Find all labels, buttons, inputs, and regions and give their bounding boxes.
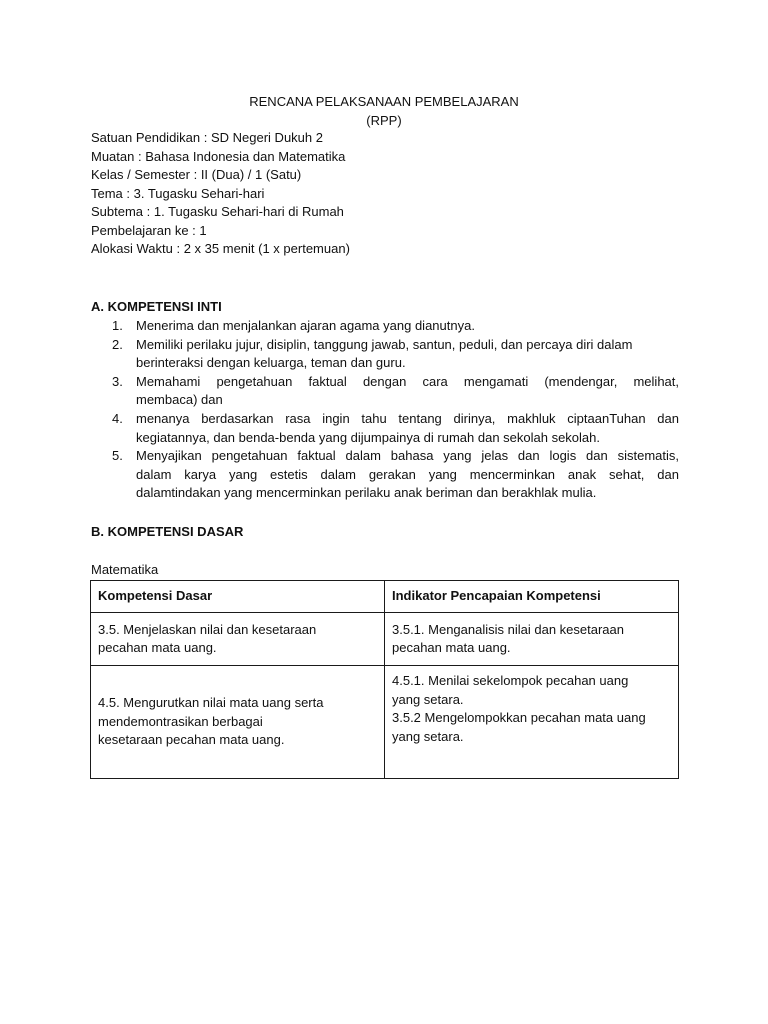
- cell-text: 4.5. Mengurutkan nilai mata uang serta: [98, 695, 324, 711]
- list-item: [91, 373, 679, 410]
- list-item-text: Menyajikan pengetahuan faktual dalam bahasa yang jelas dan logis dan sistematis,: [136, 448, 679, 464]
- list-item-text: membaca) dan: [136, 392, 223, 408]
- list-item-number: 5.: [112, 448, 123, 464]
- subject-label: Matematika: [91, 562, 159, 577]
- column-header: Kompetensi Dasar: [91, 581, 385, 613]
- core-competency-list: [91, 317, 679, 503]
- cell-text: pecahan mata uang.: [98, 640, 217, 655]
- table-row: [91, 666, 679, 779]
- cell-text: yang setara.: [392, 691, 464, 707]
- table-cell: [91, 613, 385, 666]
- meta-time-allocation: Alokasi Waktu : 2 x 35 menit (1 x pertemuan): [91, 241, 350, 256]
- list-item-number: 1.: [112, 318, 123, 333]
- table-cell: [385, 666, 679, 779]
- list-item: [91, 410, 679, 447]
- identity-block: [91, 129, 681, 259]
- list-item: [91, 317, 679, 336]
- list-item-text: dalamtindakan yang mencerminkan perilaku anak beriman dan berakhlak mulia.: [136, 485, 597, 501]
- meta-school: Satuan Pendidikan : SD Negeri Dukuh 2: [91, 130, 323, 145]
- cell-text: mendemontrasikan berbagai: [98, 713, 263, 729]
- meta-theme: Tema : 3. Tugasku Sehari-hari: [91, 185, 265, 201]
- section-b-heading: B. KOMPETENSI DASAR: [91, 524, 244, 539]
- document-subtitle: (RPP): [366, 113, 402, 128]
- cell-text: kesetaraan pecahan mata uang.: [98, 732, 285, 748]
- meta-subject: Muatan : Bahasa Indonesia dan Matematika: [91, 148, 346, 164]
- cell-text: 3.5.1. Menganalisis nilai dan kesetaraan: [392, 621, 624, 637]
- list-item-text: berinteraksi dengan keluarga, teman dan guru.: [136, 355, 406, 371]
- table-row: [91, 613, 679, 666]
- meta-subtheme: Subtema : 1. Tugasku Sehari-hari di Rumah: [91, 204, 344, 219]
- table-header-row: [91, 581, 679, 613]
- list-item: [91, 336, 679, 373]
- list-item-text: kegiatannya, dan benda-benda yang dijumpainya di rumah dan sekolah sekolah.: [136, 429, 600, 445]
- competency-table: [90, 580, 679, 779]
- list-item: [91, 447, 679, 503]
- list-item-number: 2.: [112, 336, 123, 352]
- column-header: Indikator Pencapaian Kompetensi: [385, 581, 679, 613]
- meta-class-semester: Kelas / Semester : II (Dua) / 1 (Satu): [91, 167, 302, 182]
- list-item-text: Memiliki perilaku jujur, disiplin, tanggung jawab, santun, peduli, dan percaya diri dalam: [136, 336, 633, 352]
- list-item-text: menanya berdasarkan rasa ingin tahu tentang dirinya, makhluk ciptaanTuhan dan: [136, 410, 679, 426]
- cell-text: yang setara.: [392, 728, 464, 744]
- list-item-text: Memahami pengetahuan faktual dengan cara mengamati (mendengar, melihat,: [136, 373, 679, 389]
- document-title: RENCANA PELAKSANAAN PEMBELAJARAN: [249, 94, 519, 109]
- list-item-text: Menerima dan menjalankan ajaran agama yang dianutnya.: [136, 318, 475, 333]
- list-item-number: 4.: [112, 410, 123, 426]
- list-item-number: 3.: [112, 373, 123, 389]
- cell-text: pecahan mata uang.: [392, 640, 511, 655]
- table-cell: [385, 613, 679, 666]
- meta-lesson: Pembelajaran ke : 1: [91, 222, 207, 238]
- list-item-text: dalam karya yang estetis dalam gerakan yang mencerminkan anak sehat, dan: [136, 466, 679, 482]
- cell-text: 3.5. Menjelaskan nilai dan kesetaraan: [98, 621, 317, 637]
- cell-text: 4.5.1. Menilai sekelompok pecahan uang: [392, 673, 629, 688]
- cell-text: 3.5.2 Mengelompokkan pecahan mata uang: [392, 710, 646, 725]
- table-cell: [91, 666, 385, 779]
- section-a-heading: A. KOMPETENSI INTI: [91, 299, 222, 314]
